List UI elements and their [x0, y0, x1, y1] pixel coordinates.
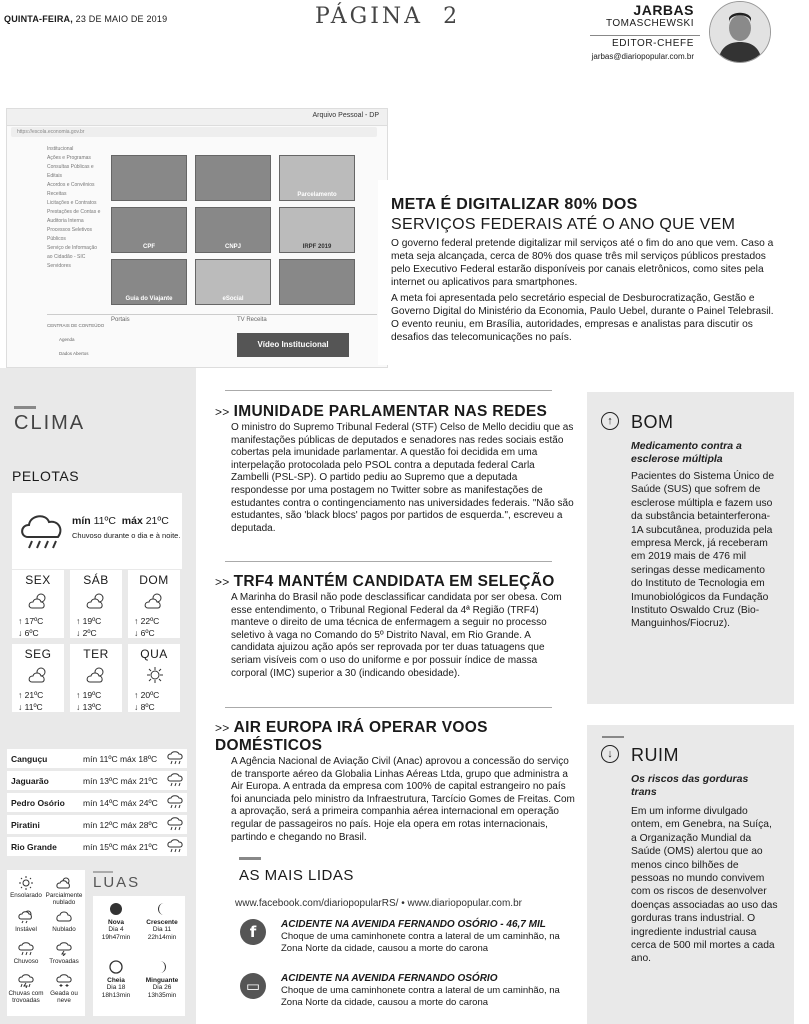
- header-divider: [590, 35, 700, 36]
- site-tile: eSocial: [195, 259, 271, 305]
- facebook-icon: f: [240, 919, 266, 945]
- moon-title: LUAS: [93, 874, 141, 891]
- site-tile: IRPF 2019: [279, 207, 355, 253]
- site-tile: CNPJ: [195, 207, 271, 253]
- forecast-day: SEG ↑ 21ºC ↓ 11ºC: [12, 644, 64, 712]
- legend-item: Nublado: [45, 910, 83, 933]
- rain-cloud-icon: [167, 839, 183, 853]
- legend-item: Instável: [7, 910, 45, 933]
- rain-cloud-icon: [167, 773, 183, 787]
- partly-cloudy-icon: [144, 592, 166, 610]
- legend-item: Parcialmente nublado: [45, 876, 83, 906]
- weather-section: [0, 368, 196, 1024]
- legend-item: Ensolarado: [7, 876, 45, 899]
- legend-item: Chuvoso: [7, 942, 45, 965]
- moon-phases: [93, 896, 185, 1016]
- article-headline: >> IMUNIDADE PARLAMENTAR NAS REDES: [215, 403, 548, 420]
- top-story: [378, 180, 790, 365]
- editor-name: JARBAS TOMASCHEWSKI: [605, 2, 694, 29]
- weather-title: CLIMA: [14, 412, 86, 434]
- site-tile: CPF: [111, 207, 187, 253]
- page-title: PÁGINA 2: [315, 4, 461, 29]
- browser-address-bar: https://escola.economia.gov.br: [11, 127, 377, 137]
- site-tile: [195, 155, 271, 201]
- photo-credit: Arquivo Pessoal - DP: [312, 112, 379, 119]
- good-news-title: BOM: [631, 412, 674, 432]
- forecast-day: TER ↑ 19ºC ↓ 13ºC: [70, 644, 122, 712]
- today-temps: mín 11ºC máx 21ºC: [72, 515, 169, 527]
- site-tile: Guia do Viajante: [111, 259, 187, 305]
- today-forecast: [12, 493, 182, 569]
- section-marker: [93, 871, 113, 873]
- partly-cloudy-icon: [86, 592, 108, 610]
- site-sidebar: Institucional Ações e Programas Consultas Públicas e Editais Acordos e Convênios Receitas Licitações e Contratos Prestações de Contas e Auditoria Interna Processos Seletivos Públicos Serviço de Informação ao Cidadão - SIC Servidores: [47, 146, 101, 269]
- website-screenshot: [6, 108, 388, 368]
- section-marker: [602, 736, 624, 738]
- sun-icon: [144, 666, 166, 684]
- thunderstorm-icon: [56, 942, 72, 956]
- news-article: [215, 403, 575, 535]
- partly-cloudy-icon: [28, 666, 50, 684]
- most-read-summary: Choque de uma caminhonete contra a lateral de um caminhão, na Zona Norte da cidade, causou a morte do carona: [281, 985, 560, 1008]
- partly-cloudy-icon: [28, 592, 50, 610]
- story-paragraph: O governo federal pretende digitalizar mil serviços até o fim do ano que vem. Caso a meta seja alcançada, cerca de 80% dos quase três mil serviços públicos prestados pelo Executivo Federal estarão disponíveis por canais eletrônicos, como sites pela internet ou aplicativos para smartphones.: [391, 238, 774, 288]
- forecast-day: DOM ↑ 22ºC ↓ 6ºC: [128, 570, 180, 638]
- section-marker: [239, 857, 261, 860]
- site-footer: Portais TV Receita CENTRAIS DE CONTEÚDO Agenda Dados Abertos Vídeo Institucional: [47, 314, 377, 365]
- new-moon-icon: [109, 902, 123, 916]
- divider: [225, 561, 552, 562]
- article-body: A Marinha do Brasil não pode desclassificar candidata por ser obesa. Com esse entendimento, o Tribunal Regional Federal da 4ª Região (TRF4) manteve o direito de uma técnica de enfermagem a seguir no processo seletivo à vaga no Comando do 5º Distrito Naval, em Rio Grande. A candidata ajuizou ação após ser reprovada por ter duas tatuagens que seriam visíveis com o uso do uniforme e por possuir índice de massa corporal (IMC) superior a 30 (indicando obesidade).: [231, 592, 562, 679]
- forecast-day: QUA ↑ 20ºC ↓ 8ºC: [128, 644, 180, 712]
- snow-icon: [56, 974, 72, 988]
- full-moon-icon: [109, 960, 123, 974]
- rain-cloud-icon: [167, 817, 183, 831]
- rain-thunder-icon: [18, 974, 34, 988]
- divider: [225, 390, 552, 391]
- waxing-moon-icon: [155, 902, 169, 916]
- most-read-headline: ACIDENTE NA AVENIDA FERNANDO OSÓRIO: [281, 973, 498, 984]
- rain-cloud-icon: [18, 942, 34, 956]
- legend-item: Geada ou neve: [45, 974, 83, 1004]
- unstable-weather-icon: [18, 910, 34, 924]
- city-forecast-row: Pedro Osório mín 14ºC máx 24ºC: [7, 793, 187, 812]
- city-forecast-row: Jaguarão mín 13ºC máx 21ºC: [7, 771, 187, 790]
- bad-news-body: Em um informe divulgado ontem, em Genebra, na Suíça, a Organização Mundial da Saúde (OMS) alertou que ao menos cinco bilhões de pessoas no mundo convivem com os riscos de desenvolver doenças associadas ao uso das gorduras trans industrial. O ingrediente industrial causa cerca de 500 mil mortes a cada ano.: [631, 806, 778, 965]
- legend-item: Chuvas com trovoadas: [7, 974, 45, 1004]
- sun-icon: [18, 876, 34, 890]
- good-news-body: Pacientes do Sistema Único de Saúde (SUS) que sofrem de esclerose múltipla e fazem uso da substância betainterferona-1A subcutânea, produzida pela empresa Merck, já receberam em 2019 mais de 476 mil seringas desse medicamento do Instituto de Tecnologia em Imunobiológicos da Fundação Instituto Oswaldo Cruz (Bio-Manguinhos/Fiocruz).: [631, 471, 775, 630]
- editor-email[interactable]: jarbas@diariopopular.com.br: [591, 52, 694, 61]
- partly-cloudy-icon: [56, 876, 72, 890]
- good-news-subtitle: Medicamento contra a esclerose múltipla: [631, 440, 742, 465]
- article-headline: >> AIR EUROPA IRÁ OPERAR VOOS DOMÉSTICOS: [215, 719, 488, 754]
- article-headline: >> TRF4 MANTÉM CANDIDATA EM SELEÇÃO: [215, 573, 555, 590]
- weather-city: PELOTAS: [12, 468, 80, 484]
- story-subheadline: SERVIÇOS FEDERAIS ATÉ O ANO QUE VEM: [391, 216, 736, 233]
- moon-phase: Minguante Dia 26 13h35min: [139, 960, 185, 999]
- news-article: [215, 719, 575, 844]
- news-article: [215, 573, 575, 680]
- person-photo-icon: [710, 2, 770, 62]
- editor-role: EDITOR-CHEFE: [611, 38, 694, 49]
- site-tile: [111, 155, 187, 201]
- story-paragraph: A meta foi apresentada pelo secretário especial de Desburocratização, Gestão e Governo Digital do Ministério da Economia, Paulo Uebel, durante o Painel Telebrasil. O evento reuniu, em Brasília, autoridades, empresas e analistas para discutir os desafios das telecomunicações no país.: [391, 293, 774, 343]
- city-forecast-row: Rio Grande mín 15ºC máx 21ºC: [7, 837, 187, 856]
- most-read-title: AS MAIS LIDAS: [239, 867, 354, 884]
- forecast-day: SEX ↑ 17ºC ↓ 6ºC: [12, 570, 64, 638]
- legend-item: Trovoadas: [45, 942, 83, 965]
- page-date: QUINTA-FEIRA, 23 DE MAIO DE 2019: [4, 14, 168, 24]
- cloud-icon: [56, 910, 72, 924]
- waning-moon-icon: [155, 960, 169, 974]
- story-headline: META É DIGITALIZAR 80% DOS: [391, 196, 638, 213]
- site-tile: Parcelamento: [279, 155, 355, 201]
- moon-phase: Nova Dia 4 19h47min: [93, 902, 139, 941]
- bad-news-subtitle: Os riscos das gorduras trans: [631, 773, 749, 798]
- avatar: [709, 1, 771, 63]
- city-forecast-row: Piratini mín 12ºC máx 28ºC: [7, 815, 187, 834]
- moon-phase: Cheia Dia 18 18h13min: [93, 960, 139, 999]
- most-read-summary: Choque de uma caminhonete contra a lateral de um caminhão, na Zona Norte da cidade, causou a morte do carona: [281, 931, 560, 954]
- divider: [225, 707, 552, 708]
- video-banner: Vídeo Institucional: [237, 333, 349, 357]
- forecast-day: SÁB ↑ 19ºC ↓ 2ºC: [70, 570, 122, 638]
- partly-cloudy-icon: [86, 666, 108, 684]
- city-forecast-row: Canguçu mín 11ºC máx 18ºC: [7, 749, 187, 768]
- rain-cloud-icon: [18, 509, 66, 553]
- monitor-icon: ▭: [240, 973, 266, 999]
- bad-news-box: [587, 725, 794, 1024]
- article-body: A Agência Nacional de Aviação Civil (Anac) aprovou a concessão do serviço de transporte aéreo da Globalia Linhas Aéreas Ltda, grupo que administra a Air Europa. A entrada da empresa com 100% de capital estrangeiro no país foi anunciada pelo ministro da Infraestrutura, Tarcício Gomes de Freitas. Com a aprovação, será a primeira companhia aérea internacional em operação regular de passageiros no país. Hoje ela opera em rotas internacionais, partindo e chegando no Brasil.: [231, 756, 575, 843]
- article-body: O ministro do Supremo Tribunal Federal (STF) Celso de Mello decidiu que as manifestações públicas de deputados e senadores nas redes sociais estão cobertas pela imunidade parlamentar. A questão foi decidida em uma interpelação protocolada pelo PSOL contra a deputada federal Carla Zambelli (PSL-SP). O partido pediu ao Supremo que a deputada respondesse por uma postagem no Twitter sobre as manifestações de estudantes contra o contingenciamento nas universidades federais. "Não são estudantes, são 'black blocs' pagos por partidos de esquerda.", escreveu a deputada.: [231, 422, 574, 534]
- bad-news-title: RUIM: [631, 745, 679, 765]
- most-read-headline: ACIDENTE NA AVENIDA FERNANDO OSÓRIO - 46,7 MIL: [281, 919, 546, 930]
- arrow-down-icon: ↓: [601, 745, 619, 763]
- today-description: Chuvoso durante o dia e à noite.: [72, 531, 181, 540]
- social-links[interactable]: www.facebook.com/diariopopularRS/ • www.diariopopular.com.br: [235, 898, 522, 909]
- section-marker: [14, 406, 36, 409]
- rain-cloud-icon: [167, 751, 183, 765]
- rain-cloud-icon: [167, 795, 183, 809]
- site-tile: [279, 259, 355, 305]
- weather-legend: [7, 870, 85, 1016]
- arrow-up-icon: ↑: [601, 412, 619, 430]
- moon-phase: Crescente Dia 11 22h14min: [139, 902, 185, 941]
- good-news-box: [587, 392, 794, 704]
